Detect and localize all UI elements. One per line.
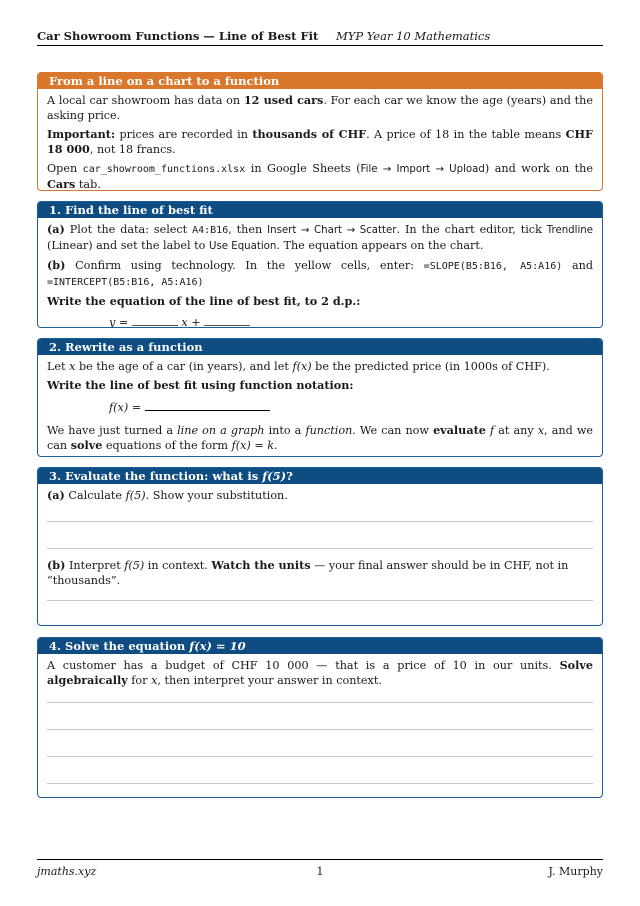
intro-box — [37, 72, 603, 191]
section-1-box — [37, 201, 603, 328]
sheet-tab-name: Cars — [47, 177, 76, 191]
intro-paragraph-2: Important: prices are recorded in thousands of CHF. A price of 18 in the table means CHF 18 000, not 18 francs. — [47, 127, 593, 156]
section-3-title: 3. Evaluate the function: what is f(5)? — [38, 468, 602, 484]
file-name: car_showroom_functions.xlsx — [82, 164, 246, 175]
section-4-title: 4. Solve the equation f(x) = 10 — [38, 638, 602, 654]
section-1-title: 1. Find the line of best fit — [38, 202, 602, 218]
answer-line[interactable] — [47, 692, 593, 703]
intercept-blank[interactable] — [204, 315, 250, 326]
footer-site: jmaths.xyz — [37, 865, 97, 878]
section-1-task: Write the equation of the line of best fit, to 2 d.p.: — [47, 294, 361, 308]
page-number: 1 — [316, 865, 324, 878]
answer-line[interactable] — [47, 601, 593, 626]
intro-title: From a line on a chart to a function — [38, 73, 602, 89]
page-title: Car Showroom Functions — Line of Best Fit — [37, 29, 319, 43]
section-3-part-b: (b) Interpret f(5) in context. Watch the units — your final answer should be in CHF, not in “thousands”. — [47, 558, 569, 587]
section-4-box — [37, 637, 603, 798]
menu-path: File → Import → Upload — [360, 164, 485, 175]
page-header — [37, 29, 603, 46]
slope-formula: =SLOPE(B5:B16, A5:A16) — [423, 261, 563, 272]
section-2-box — [37, 338, 603, 457]
section-3-part-a: (a) Calculate f(5). Show your substitution. — [47, 488, 288, 502]
section-1-part-b: (b) Confirm using technology. In the yellow cells, enter: =SLOPE(B5:B16, A5:A16) and =INTERCEPT(B5:B16, A5:A16) — [47, 258, 594, 288]
section-2-task: Write the line of best fit using function notation: — [47, 378, 354, 392]
section-1-equation: y = x + — [47, 315, 593, 328]
page-subtitle: MYP Year 10 Mathematics — [335, 29, 491, 43]
intercept-formula: =INTERCEPT(B5:B16, A5:A16) — [47, 277, 204, 288]
answer-line[interactable] — [47, 592, 593, 601]
answer-line[interactable] — [47, 757, 593, 784]
section-2-equation: f(x) = — [47, 399, 593, 415]
footer-author: J. Murphy — [548, 865, 603, 878]
section-2-title: 2. Rewrite as a function — [38, 339, 602, 355]
section-2-note: We have just turned a line on a graph into a function. We can now evaluate f at any x, and we can solve equations of the form f(x) = k. — [47, 423, 594, 452]
intro-paragraph-1: A local car showroom has data on 12 used cars. For each car we know the age (years) and the asking price. — [47, 93, 593, 122]
section-1-part-a: (a) Plot the data: select A4:B16, then Insert → Chart → Scatter. In the chart editor, tick Trendline (Linear) and set the label to Use Equation. The equation appears on the chart. — [47, 222, 594, 252]
gradient-blank[interactable] — [132, 315, 178, 326]
section-2-definition: Let x be the age of a car (in years), and let f(x) be the predicted price (in 1000s of CHF). — [47, 360, 550, 373]
intro-paragraph-3: Open car_showroom_functions.xlsx in Google Sheets (File → Import → Upload) and work on the Cars tab. — [47, 162, 594, 191]
section-3-box — [37, 467, 603, 626]
answer-line[interactable] — [47, 522, 593, 549]
section-4-question: A customer has a budget of CHF 10 000 — that is a price of 10 in our units. Solve algebraically for x, then interpret your answer in context. — [47, 658, 593, 687]
answer-line[interactable] — [47, 507, 593, 522]
page-footer — [37, 859, 603, 881]
answer-line[interactable] — [47, 730, 593, 757]
answer-line[interactable] — [47, 703, 593, 730]
function-blank[interactable] — [145, 399, 270, 411]
